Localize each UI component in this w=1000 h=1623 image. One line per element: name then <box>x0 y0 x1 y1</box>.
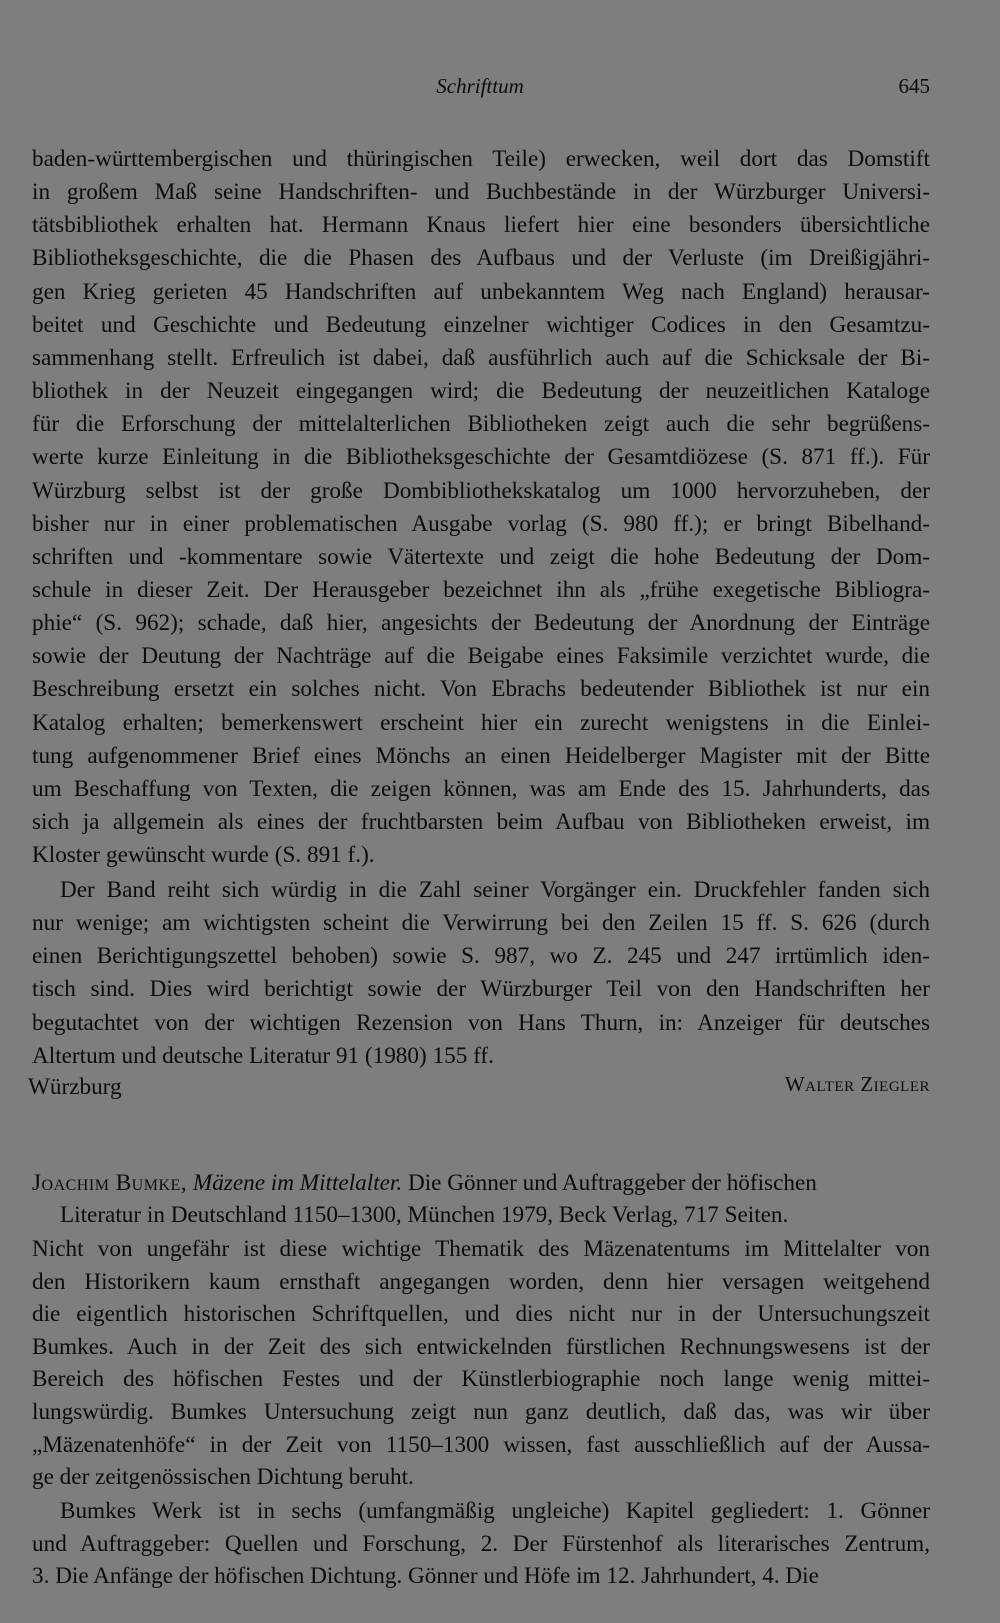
text-line: für die Erforschung der mittelalterlichen Bibliotheken zeigt auch die sehr begrüßens- <box>32 411 930 438</box>
page-header <box>30 74 930 108</box>
text-line: Altertum und deutsche Literatur 91 (1980) 155 ff. <box>32 1042 494 1069</box>
text-line: werte kurze Einleitung in die Bibliotheksgeschichte der Gesamtdiözese (S. 871 ff.). Für <box>32 444 930 471</box>
text-line: schriften und -kommentare sowie Vätertexte und zeigt die hohe Bedeutung der Dom- <box>32 543 930 570</box>
text-line: phie“ (S. 962); schade, daß hier, angesichts der Bedeutung der Anordnung der Einträge <box>32 610 930 637</box>
text-line: Bumkes Werk ist in sechs (umfangmäßig ungleiche) Kapitel gegliedert: 1. Gönner <box>60 1498 930 1524</box>
text-line: in großem Maß seine Handschriften- und Buchbestände in der Würzburger Universi- <box>32 179 930 206</box>
text-line: tätsbibliothek erhalten hat. Hermann Knaus liefert hier eine besonders übersichtliche <box>32 212 930 239</box>
text-line: Beschreibung ersetzt ein solches nicht. Von Ebrachs bedeutender Bibliothek ist nur ein <box>32 676 930 703</box>
text-line: Bereich des höfischen Festes und der Künstlerbiographie noch lange wenig mittei- <box>32 1366 930 1393</box>
text-line: baden-württembergischen und thüringischen Teile) erwecken, weil dort das Domstift <box>32 146 930 172</box>
text-line: tisch sind. Dies wird berichtigt sowie der Würzburger Teil von den Handschriften her <box>32 976 930 1003</box>
text-line: und Auftraggeber: Quellen und Forschung, 2. Der Fürstenhof als literarisches Zentrum, <box>32 1530 930 1557</box>
text-line: die eigentlich historischen Schriftquellen, und dies nicht nur in der Untersuchungszeit <box>32 1301 930 1328</box>
text-line: Bumkes. Auch in der Zeit des sich entwickelnden fürstlichen Rechnungswesens ist der <box>32 1333 930 1360</box>
review-book-title: Mäzene im Mittelalter. <box>192 1170 403 1196</box>
review-heading-rest: Die Gönner und Auftraggeber der höfischen <box>407 1170 817 1196</box>
review-heading-line-1 <box>32 1167 930 1199</box>
text-line: tung aufgenommener Brief eines Mönchs an einen Heidelberger Magister mit der Bitte <box>32 742 930 769</box>
text-line: schule in dieser Zeit. Der Herausgeber bezeichnet ihn als „frühe exegetische Bibliogra- <box>32 576 930 603</box>
signature-place: Würzburg <box>28 1074 122 1100</box>
text-line: um Beschaffung von Texten, die zeigen können, was am Ende des 15. Jahrhunderts, das <box>32 775 930 802</box>
signature-name: Walter Ziegler <box>784 1072 930 1096</box>
review-heading-line-2: Literatur in Deutschland 1150–1300, München 1979, Beck Verlag, 717 Seiten. <box>60 1202 789 1228</box>
text-line: Bibliotheksgeschichte, die die Phasen des Aufbaus und der Verluste (im Dreißigjähri- <box>32 245 930 272</box>
text-line: nur wenige; am wichtigsten scheint die Verwirrung bei den Zeilen 15 ff. S. 626 (durch <box>32 910 930 937</box>
text-line: bisher nur in einer problematischen Ausgabe vorlag (S. 980 ff.); er bringt Bibelhand- <box>32 510 930 537</box>
text-line: gen Krieg gerieten 45 Handschriften auf unbekanntem Weg nach England) herausar- <box>32 278 930 305</box>
text-line: sammenhang stellt. Erfreulich ist dabei, daß ausführlich auch auf die Schicksale der Bi- <box>32 344 930 371</box>
text-line: ge der zeitgenössischen Dichtung beruht. <box>32 1464 414 1491</box>
review-heading <box>32 1167 930 1231</box>
text-line: beitet und Geschichte und Bedeutung einzelner wichtiger Codices in den Gesamtzu- <box>32 311 930 338</box>
text-line: sowie der Deutung der Nachträge auf die Beigabe eines Faksimile verzichtet wurde, die <box>32 643 930 670</box>
text-line: Kloster gewünscht wurde (S. 891 f.). <box>32 842 375 869</box>
text-line: 3. Die Anfänge der höfischen Dichtung. Gönner und Höfe im 12. Jahrhundert, 4. Die <box>32 1563 819 1590</box>
text-line: Der Band reiht sich würdig in die Zahl seiner Vorgänger ein. Druckfehler fanden sich <box>60 877 930 903</box>
review-author: Joachim Bumke, <box>32 1170 188 1196</box>
text-line: sich ja allgemein als eines der fruchtbarsten beim Aufbau von Bibliotheken erweist, im <box>32 809 930 835</box>
text-line: bliothek in der Neuzeit eingegangen wird; die Bedeutung der neuzeitlichen Kataloge <box>32 378 930 405</box>
text-line: „Mäzenatenhöfe“ in der Zeit von 1150–1300 wissen, fast ausschließlich auf der Aussa- <box>32 1431 930 1458</box>
text-line: Katalog erhalten; bemerkenswert erscheint hier ein zurecht wenigstens in die Einlei- <box>32 709 930 736</box>
text-line: den Historikern kaum ernsthaft angegangen worden, denn hier versagen weitgehend <box>32 1268 930 1295</box>
page-number: 645 <box>898 74 930 98</box>
running-title: Schrifttum <box>436 74 524 98</box>
text-line: einen Berichtigungszettel behoben) sowie S. 987, wo Z. 245 und 247 irrtümlich iden- <box>32 943 930 970</box>
text-line: begutachtet von der wichtigen Rezension von Hans Thurn, in: Anzeiger für deutsches <box>32 1009 930 1036</box>
text-line: lungswürdig. Bumkes Untersuchung zeigt nun ganz deutlich, daß das, was wir über <box>32 1399 930 1425</box>
text-line: Nicht von ungefähr ist diese wichtige Thematik des Mäzenatentums im Mittelalter von <box>32 1236 930 1262</box>
text-line: Würzburg selbst ist der große Dombibliothekskatalog um 1000 hervorzuheben, der <box>32 477 930 504</box>
